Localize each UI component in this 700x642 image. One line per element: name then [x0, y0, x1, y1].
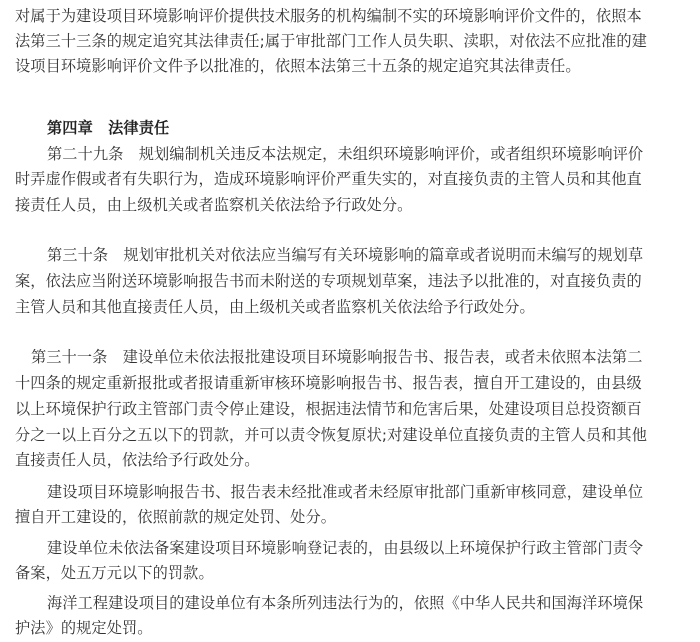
article-31-para2-line-2: 擅自开工建设的，依照前款的规定处罚、处分。 — [15, 508, 337, 526]
article-31-line-4: 分之一以上百分之五以下的罚款，并可以责令恢复原状;对建设单位直接负责的主管人员和其他 — [15, 426, 648, 444]
article-31-para4-line-1: 海洋工程建设项目的建设单位有本条所列违法行为的，依照《中华人民共和国海洋环境保 — [47, 594, 644, 612]
article-30-line-2: 案，依法应当附送环境影响报告书而未附送的专项规划草案，违法予以批准的，对直接负责的 — [15, 272, 642, 290]
article-31-para3-line-2: 备案，处五万元以下的罚款。 — [15, 564, 214, 582]
intro-line-3: 设项目环境影响评价文件予以批准的，依照本法第三十五条的规定追究其法律责任。 — [15, 57, 581, 75]
article-31-line-3: 以上环境保护行政主管部门责令停止建设，根据违法情节和危害后果，处建设项目总投资额百 — [15, 400, 642, 418]
article-31-para4-line-2: 护法》的规定处罚。 — [15, 619, 153, 637]
article-29-line-1: 第二十九条 规划编制机关违反本法规定，未组织环境影响评价，或者组织环境影响评价 — [47, 145, 644, 163]
article-31-para2-line-1: 建设项目环境影响报告书、报告表未经批准或者未经原审批部门重新审核同意，建设单位 — [47, 483, 644, 501]
article-31-line-5: 直接责任人员，依法给予行政处分。 — [15, 451, 260, 469]
article-31-para3-line-1: 建设单位未依法备案建设项目环境影响登记表的，由县级以上环境保护行政主管部门责令 — [47, 539, 644, 557]
chapter-heading: 第四章 法律责任 — [47, 119, 170, 137]
intro-line-2: 法第三十三条的规定追究其法律责任;属于审批部门工作人员失职、渎职，对依法不应批准的建 — [15, 32, 648, 50]
article-31-line-2: 十四条的规定重新报批或者报请重新审核环境影响报告书、报告表，擅自开工建设的，由县级 — [15, 374, 642, 392]
article-30-line-3: 主管人员和其他直接责任人员，由上级机关或者监察机关依法给予行政处分。 — [15, 298, 535, 316]
article-30-line-1: 第三十条 规划审批机关对依法应当编写有关环境影响的篇章或者说明而未编写的规划草 — [47, 246, 644, 264]
article-31-line-1: 第三十一条 建设单位未依法报批建设项目环境影响报告书、报告表，或者未依照本法第二 — [31, 348, 643, 366]
intro-line-1: 对属于为建设项目环境影响评价提供技术服务的机构编制不实的环境影响评价文件的，依照本 — [15, 7, 642, 25]
article-29-line-2: 时弄虚作假或者有失职行为，造成环境影响评价严重失实的，对直接负责的主管人员和其他直 — [15, 170, 642, 188]
article-29-line-3: 接责任人员，由上级机关或者监察机关依法给予行政处分。 — [15, 196, 413, 214]
